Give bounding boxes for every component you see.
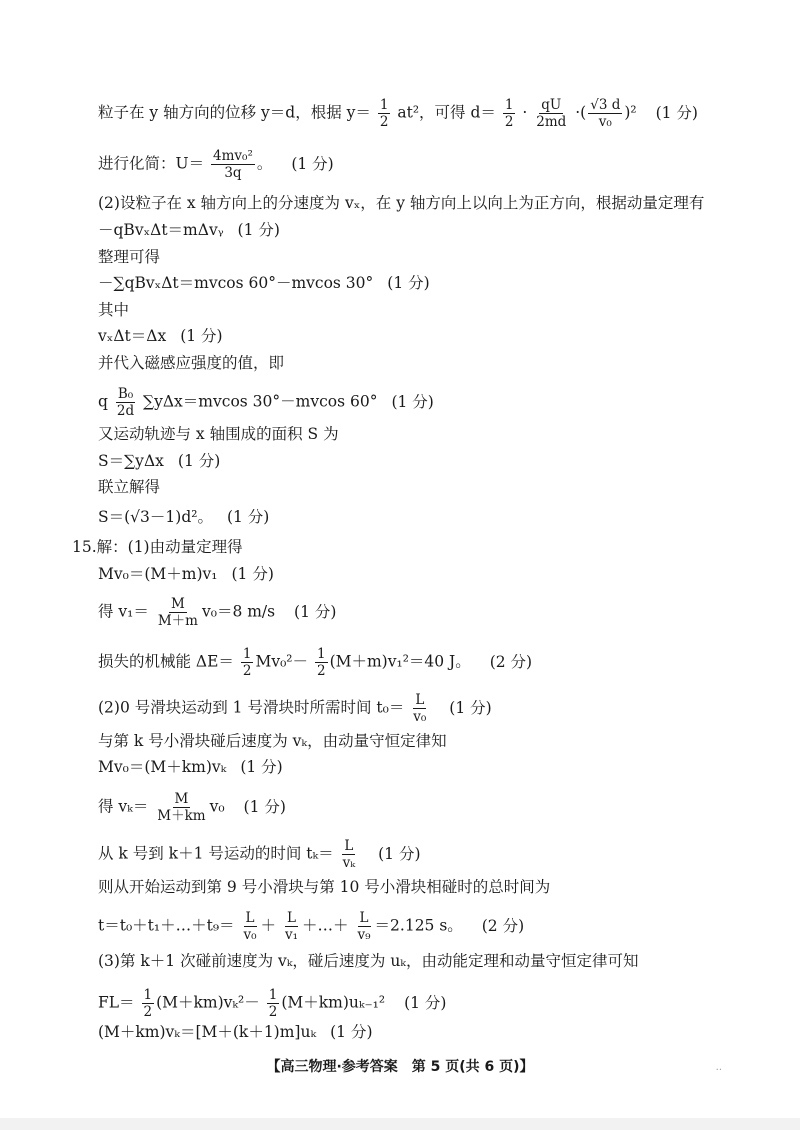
score-mark: (1 分) <box>294 602 337 621</box>
text-span: 损失的机械能 ΔE＝ <box>98 652 234 671</box>
text-line: 其中 <box>98 301 130 319</box>
text-span: 得 v₁＝ <box>98 602 149 621</box>
score-mark: (2 分) <box>481 916 525 935</box>
text-line <box>98 386 434 419</box>
text-span: (M＋m)v₁²＝40 J。 <box>329 652 471 671</box>
text-line <box>98 507 269 527</box>
text-line: 又运动轨迹与 x 轴围成的面积 S 为 <box>98 425 339 443</box>
page-footer: 【高三物理·参考答案 第 5 页(共 6 页)】 <box>266 1059 534 1075</box>
text-line: 与第 k 号小滑块碰后速度为 vₖ，由动量守恒定律知 <box>98 732 447 750</box>
text-line: 粒子在 y 轴方向的位移 y＝d，根据 y＝ $\frac{1}{2}$ at²，可得 d＝ $\frac{1}{2}$ · $\frac{qU}{2md}$ ·( $\frac{√3 d}{\text{v₀}}$ )² (1 分) <box>98 97 698 130</box>
score-mark: (1 分) <box>391 392 434 411</box>
text-span: 进行化简：U＝ <box>98 154 205 173</box>
denominator: v₀ <box>598 114 612 130</box>
denominator: 2 <box>379 114 389 130</box>
numerator: 1 <box>379 97 389 113</box>
fraction <box>156 596 200 629</box>
denominator: M＋km <box>157 808 206 824</box>
text-span: －∑qBvₓΔt＝mvcos 60°－mvcos 30° <box>98 274 374 292</box>
denominator: v₁ <box>285 927 299 943</box>
score-mark: (1 分) <box>330 1023 373 1041</box>
fraction <box>241 646 254 679</box>
score-mark: (1 分) <box>243 797 286 816</box>
score-mark: (1 分) <box>404 993 447 1012</box>
text-span: ·( <box>575 103 587 122</box>
score-mark: (1 分) <box>177 452 221 470</box>
text-span: Mv₀＝(M＋km)vₖ <box>98 758 227 776</box>
text-line <box>98 564 274 584</box>
numerator: 1 <box>316 646 326 662</box>
text-span: q <box>98 392 108 411</box>
text-line <box>98 838 421 871</box>
numerator: qU <box>541 97 562 113</box>
numerator: M <box>170 596 185 612</box>
denominator: 2 <box>504 114 514 130</box>
fraction <box>155 791 207 824</box>
fraction <box>115 386 136 419</box>
fraction <box>503 97 516 130</box>
bottom-bar <box>0 1118 800 1130</box>
text-line: 并代入磁感应强度的值，即 <box>98 354 285 372</box>
text-span: ＝2.125 s。 <box>374 916 463 935</box>
text-span: vₓΔt＝Δx <box>98 327 167 345</box>
denominator: v₀ <box>243 927 257 943</box>
text-span: v₀＝8 m/s <box>201 602 276 621</box>
fraction <box>242 910 259 943</box>
text-span: Mv₀＝(M＋m)v₁ <box>98 565 218 583</box>
text-span: S＝(√3－1)d²。 <box>98 508 213 526</box>
fraction <box>267 987 280 1020</box>
text-line: 联立解得 <box>98 478 161 496</box>
numerator: L <box>415 692 425 708</box>
text-line: (2)设粒子在 x 轴方向上的分速度为 vₓ，在 y 轴方向上以向上为正方向，根据动量定理有 <box>98 194 705 212</box>
numerator: 1 <box>504 97 514 113</box>
fraction <box>211 148 255 181</box>
question-heading: 15.解：(1)由动量定理得 <box>72 538 243 556</box>
fraction <box>142 987 155 1020</box>
text-line <box>98 692 492 725</box>
fraction <box>378 97 391 130</box>
denominator: 2 <box>242 663 252 679</box>
numerator: √3 d <box>590 97 621 113</box>
fraction <box>411 692 428 725</box>
fraction <box>341 838 358 871</box>
text-span: S＝∑yΔx <box>98 452 164 470</box>
denominator: 2md <box>536 114 567 130</box>
denominator: 3q <box>224 165 242 181</box>
numerator: 1 <box>242 646 252 662</box>
numerator: L <box>287 910 296 926</box>
text-line <box>98 326 223 346</box>
score-mark: (1 分) <box>237 221 280 239</box>
text-line <box>98 1022 373 1042</box>
text-span: －qBvₓΔt＝mΔvᵧ <box>98 221 224 239</box>
numerator: L <box>359 910 369 926</box>
score-mark: (1 分) <box>291 154 334 173</box>
score-mark: (1 分) <box>449 698 492 717</box>
text-span: FL＝ <box>98 993 135 1012</box>
text-line <box>98 273 430 293</box>
text-line <box>98 910 524 943</box>
text-span: 。 <box>256 154 273 173</box>
text-span: ∑yΔx＝mvcos 30°－mvcos 60° <box>143 392 378 411</box>
text-span: Mv₀²－ <box>255 652 309 671</box>
text-line <box>98 646 532 679</box>
score-mark: (1 分) <box>655 103 698 122</box>
fraction <box>588 97 622 130</box>
fraction <box>283 910 300 943</box>
numerator: L <box>245 910 255 926</box>
denominator: vₖ <box>342 855 356 871</box>
fraction <box>534 97 568 130</box>
text-line <box>98 791 286 824</box>
text-span: 粒子在 y 轴方向的位移 y＝d，根据 y＝ <box>98 103 371 122</box>
text-span: (M＋km)vₖ＝[M＋(k＋1)m]uₖ <box>98 1023 317 1041</box>
text-line: 整理可得 <box>98 248 161 266</box>
numerator: B₀ <box>117 386 134 402</box>
fraction <box>315 646 328 679</box>
score-mark: (1 分) <box>387 274 430 292</box>
text-line <box>98 987 446 1020</box>
numerator: 4mv₀² <box>213 148 253 164</box>
text-span: at²，可得 d＝ <box>397 103 496 122</box>
denominator: 2 <box>143 1004 153 1020</box>
score-mark: (1 分) <box>226 508 270 526</box>
text-span: t＝t₀＋t₁＋…＋t₉＝ <box>98 916 235 935</box>
text-span: 从 k 号到 k＋1 号运动的时间 tₖ＝ <box>98 844 334 863</box>
score-mark: (2 分) <box>489 652 533 671</box>
denominator: 2d <box>116 403 135 419</box>
score-mark: (1 分) <box>378 844 421 863</box>
score-mark: (1 分) <box>240 758 283 776</box>
text-span: (M＋km)uₖ₋₁² <box>281 993 386 1012</box>
numerator: L <box>344 838 354 854</box>
text-span: (2)0 号滑块运动到 1 号滑块时所需时间 t₀＝ <box>98 698 405 717</box>
denominator: v₀ <box>413 709 427 725</box>
denominator: M＋m <box>157 613 198 629</box>
corner-mark: .. <box>715 1062 722 1073</box>
denominator: 2 <box>316 663 326 679</box>
text-span: 得 vₖ＝ <box>98 797 149 816</box>
text-span: ＋ <box>260 916 277 935</box>
text-line: 则从开始运动到第 9 号小滑块与第 10 号小滑块相碰时的总时间为 <box>98 878 551 896</box>
text-line <box>98 220 280 240</box>
text-line <box>98 757 283 777</box>
score-mark: (1 分) <box>180 327 223 345</box>
text-span: v₀ <box>209 797 225 816</box>
score-mark: (1 分) <box>231 565 274 583</box>
text-line <box>98 148 334 181</box>
text-line <box>98 451 220 471</box>
text-span: )² <box>624 103 637 122</box>
fraction <box>356 910 373 943</box>
numerator: 1 <box>268 987 278 1003</box>
text-span: ＋…＋ <box>302 916 349 935</box>
denominator: v₉ <box>357 927 371 943</box>
numerator: M <box>174 791 189 807</box>
denominator: 2 <box>268 1004 278 1020</box>
numerator: 1 <box>143 987 153 1003</box>
text-line <box>98 596 336 629</box>
text-line: (3)第 k＋1 次碰前速度为 vₖ，碰后速度为 uₖ，由动能定理和动量守恒定律可知 <box>98 952 639 970</box>
text-span: (M＋km)vₖ²－ <box>156 993 260 1012</box>
